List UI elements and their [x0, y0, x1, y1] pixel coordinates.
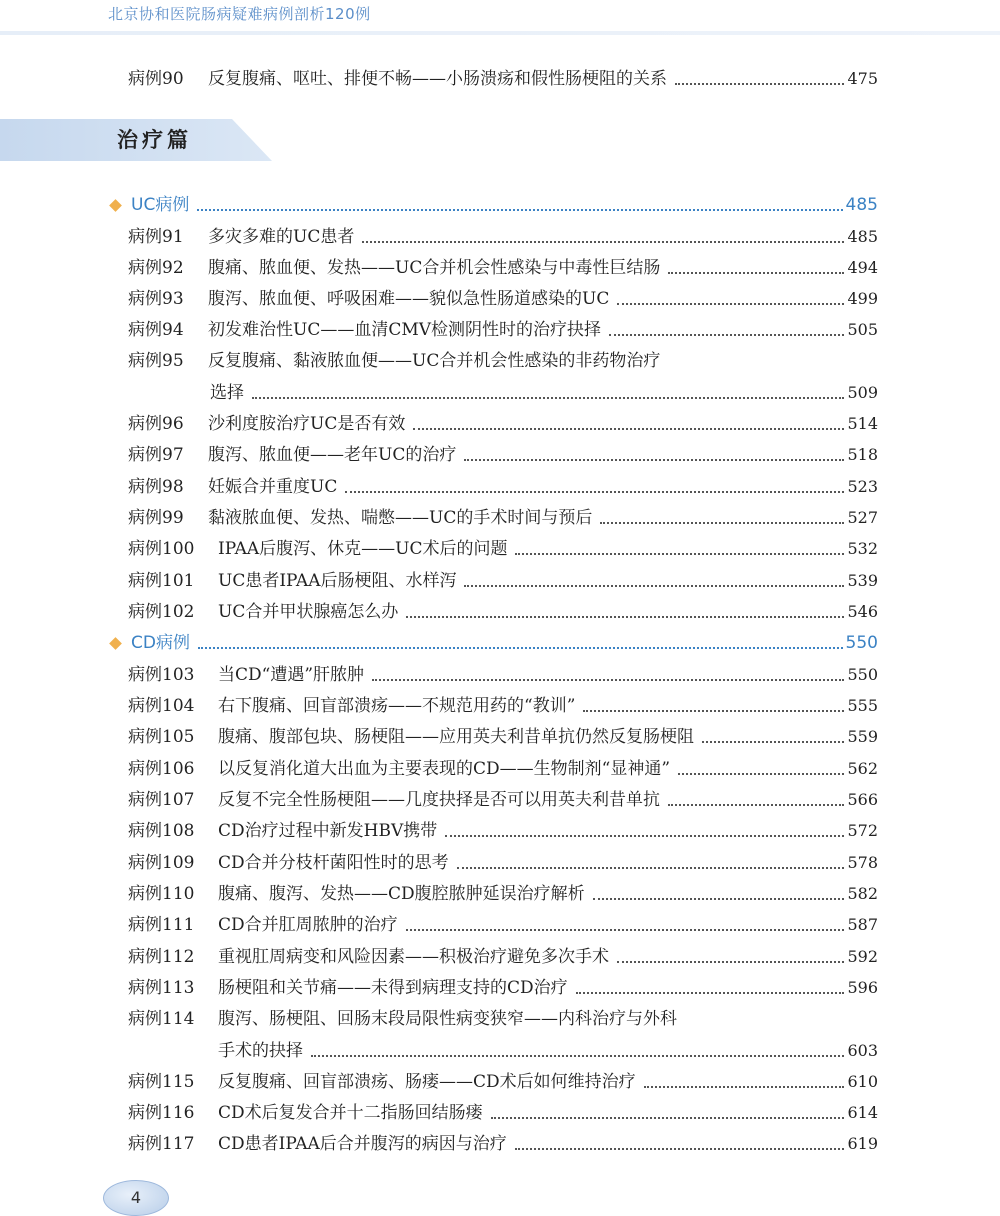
toc-entry[interactable] [128, 973, 878, 1001]
group-title: UC病例 [131, 195, 190, 215]
toc-entry[interactable] [128, 64, 878, 92]
case-title: 腹泻、脓血便、呼吸困难——貌似急性肠道感染的UC [208, 289, 610, 309]
case-title: 以反复消化道大出血为主要表现的CD——生物制剂“显神通” [218, 759, 671, 779]
toc-entry[interactable] [128, 1067, 878, 1095]
case-title: 反复腹痛、回盲部溃疡、肠瘘——CD术后如何维持治疗 [218, 1072, 636, 1092]
page-number: 578 [847, 853, 878, 872]
dot-leader [491, 1117, 845, 1119]
case-label: 病例109 [128, 853, 195, 873]
page-number: 475 [847, 69, 878, 88]
toc-entry[interactable] [128, 566, 878, 594]
page-number: 566 [847, 790, 878, 809]
page-number: 485 [845, 195, 878, 215]
case-title: 腹痛、脓血便、发热——UC合并机会性感染与中毒性巨结肠 [208, 258, 661, 278]
case-label: 病例104 [128, 696, 195, 716]
toc-entry[interactable] [128, 848, 878, 876]
page-number: 555 [847, 696, 878, 715]
dot-leader [345, 491, 844, 493]
dot-leader [362, 241, 844, 243]
toc-entry[interactable] [128, 534, 878, 562]
toc-entry[interactable] [128, 409, 878, 437]
page-number: 514 [847, 414, 878, 433]
case-label: 病例92 [128, 258, 184, 278]
case-title-continuation: 手术的抉择 [218, 1041, 303, 1061]
diamond-bullet-icon [109, 637, 122, 650]
toc-entry[interactable] [128, 1004, 878, 1032]
page-number: 614 [847, 1103, 878, 1122]
case-title: 初发难治性UC——血清CMV检测阴性时的治疗抉择 [208, 320, 602, 340]
page-number: 523 [847, 477, 878, 496]
dot-leader [583, 710, 844, 712]
dot-leader [678, 773, 844, 775]
case-label: 病例117 [128, 1134, 195, 1154]
dot-leader [644, 1086, 845, 1088]
page-number: 494 [847, 258, 878, 277]
dot-leader [702, 741, 844, 743]
case-label: 病例116 [128, 1103, 195, 1123]
case-label: 病例105 [128, 727, 195, 747]
case-label: 病例106 [128, 759, 195, 779]
dot-leader [668, 272, 844, 274]
case-title: CD合并分枝杆菌阳性时的思考 [218, 853, 449, 873]
case-title: CD术后复发合并十二指肠回结肠瘘 [218, 1103, 483, 1123]
dot-leader [406, 616, 844, 618]
dot-leader [457, 867, 845, 869]
case-label: 病例107 [128, 790, 195, 810]
case-title: UC合并甲状腺癌怎么办 [218, 602, 399, 622]
case-label: 病例99 [128, 508, 184, 528]
toc-entry[interactable] [128, 1098, 878, 1126]
case-label: 病例108 [128, 821, 195, 841]
toc-entry[interactable] [128, 691, 878, 719]
dot-leader [464, 459, 844, 461]
dot-leader [515, 553, 844, 555]
case-title: 右下腹痛、回盲部溃疡——不规范用药的“教训” [218, 696, 576, 716]
case-title: 黏液脓血便、发热、喘憋——UC的手术时间与预后 [208, 508, 593, 528]
page-number: 587 [847, 915, 878, 934]
page-number: 596 [847, 978, 878, 997]
toc-entry[interactable] [128, 284, 878, 312]
case-label: 病例95 [128, 351, 184, 371]
case-label: 病例114 [128, 1009, 195, 1029]
dot-leader [617, 303, 844, 305]
section-title: 治疗篇 [117, 127, 192, 152]
case-title: 重视肛周病变和风险因素——积极治疗避免多次手术 [218, 947, 609, 967]
case-label: 病例113 [128, 978, 195, 998]
case-title: 腹泻、脓血便——老年UC的治疗 [208, 445, 457, 465]
page-number: 485 [847, 227, 878, 246]
header-rule [0, 31, 1000, 35]
toc-entry[interactable] [128, 346, 878, 374]
case-title: 当CD“遭遇”肝脓肿 [218, 665, 365, 685]
diamond-bullet-icon [109, 199, 122, 212]
page-number: 532 [847, 539, 878, 558]
case-title: 腹泻、肠梗阻、回肠末段局限性病变狭窄——内科治疗与外科 [218, 1009, 677, 1029]
toc-entry[interactable] [128, 315, 878, 343]
toc-entry[interactable] [128, 440, 878, 468]
page-number-badge: 4 [103, 1180, 169, 1216]
toc-entry[interactable] [128, 472, 878, 500]
case-title: 腹痛、腹泻、发热——CD腹腔脓肿延误治疗解析 [218, 884, 585, 904]
group-heading-cd[interactable] [108, 628, 878, 656]
toc-entry-continuation[interactable] [128, 1036, 878, 1064]
page-number: 619 [847, 1134, 878, 1153]
toc-entry[interactable] [128, 910, 878, 938]
page-number: 603 [847, 1041, 878, 1060]
toc-entry[interactable] [128, 879, 878, 907]
dot-leader [198, 647, 843, 649]
case-label: 病例102 [128, 602, 195, 622]
page-number: 610 [847, 1072, 878, 1091]
case-label: 病例96 [128, 414, 184, 434]
case-label: 病例94 [128, 320, 184, 340]
dot-leader [515, 1148, 845, 1150]
toc-entry[interactable] [128, 253, 878, 281]
case-title: 腹痛、腹部包块、肠梗阻——应用英夫利昔单抗仍然反复肠梗阻 [218, 727, 694, 747]
dot-leader [464, 585, 844, 587]
case-label: 病例111 [128, 915, 195, 935]
toc-entry[interactable] [128, 660, 878, 688]
case-title: 反复腹痛、黏液脓血便——UC合并机会性感染的非药物治疗 [208, 351, 661, 371]
dot-leader [593, 898, 845, 900]
case-label: 病例90 [128, 69, 184, 89]
dot-leader [406, 929, 845, 931]
page-number: 562 [847, 759, 878, 778]
dot-leader [311, 1055, 844, 1057]
case-title: 反复不完全性肠梗阻——几度抉择是否可以用英夫利昔单抗 [218, 790, 660, 810]
page-number: 582 [847, 884, 878, 903]
case-title: CD合并肛周脓肿的治疗 [218, 915, 398, 935]
dot-leader [600, 522, 844, 524]
page-number: 550 [847, 665, 878, 684]
page-number: 539 [847, 571, 878, 590]
case-label: 病例91 [128, 227, 184, 247]
dot-leader [617, 961, 844, 963]
case-title: 肠梗阻和关节痛——未得到病理支持的CD治疗 [218, 978, 568, 998]
page-number: 527 [847, 508, 878, 527]
page-number: 550 [845, 633, 878, 653]
toc-entry[interactable] [128, 942, 878, 970]
case-title: 沙利度胺治疗UC是否有效 [208, 414, 406, 434]
case-label: 病例100 [128, 539, 195, 559]
dot-leader [445, 835, 844, 837]
toc-entry[interactable] [128, 816, 878, 844]
toc-entry[interactable] [128, 722, 878, 750]
page-number: 509 [847, 383, 878, 402]
case-label: 病例103 [128, 665, 195, 685]
case-label: 病例93 [128, 289, 184, 309]
case-title: CD治疗过程中新发HBV携带 [218, 821, 438, 841]
toc-entry-continuation[interactable] [128, 378, 878, 406]
page-number: 505 [847, 320, 878, 339]
toc-entry[interactable] [128, 785, 878, 813]
case-title-continuation: 选择 [210, 383, 244, 403]
case-label: 病例98 [128, 477, 184, 497]
dot-leader [372, 679, 844, 681]
page-number: 592 [847, 947, 878, 966]
case-title: UC患者IPAA后肠梗阻、水样泻 [218, 571, 457, 591]
case-title: 多灾多难的UC患者 [208, 227, 355, 247]
page-number: 559 [847, 727, 878, 746]
dot-leader [609, 334, 844, 336]
page-number: 499 [847, 289, 878, 308]
dot-leader [197, 209, 842, 211]
toc-entry[interactable] [128, 1129, 878, 1157]
dot-leader [413, 428, 844, 430]
dot-leader [668, 804, 844, 806]
toc-entry[interactable] [128, 754, 878, 782]
toc-entry[interactable] [128, 222, 878, 250]
dot-leader [252, 397, 844, 399]
page-number: 546 [847, 602, 878, 621]
case-title: CD患者IPAA后合并腹泻的病因与治疗 [218, 1134, 507, 1154]
running-header-title: 北京协和医院肠病疑难病例剖析120例 [108, 5, 371, 23]
case-title: IPAA后腹泻、休克——UC术后的问题 [218, 539, 508, 559]
toc-entry[interactable] [128, 597, 878, 625]
group-heading-uc[interactable] [108, 190, 878, 218]
case-label: 病例101 [128, 571, 195, 591]
case-label: 病例110 [128, 884, 195, 904]
dot-leader [675, 83, 844, 85]
group-title: CD病例 [131, 633, 190, 653]
case-title: 妊娠合并重度UC [208, 477, 338, 497]
toc-entry[interactable] [128, 503, 878, 531]
dot-leader [576, 992, 845, 994]
case-label: 病例112 [128, 947, 195, 967]
case-label: 病例115 [128, 1072, 195, 1092]
case-label: 病例97 [128, 445, 184, 465]
page-number: 572 [847, 821, 878, 840]
page-number: 518 [847, 445, 878, 464]
case-title: 反复腹痛、呕吐、排便不畅——小肠溃疡和假性肠梗阻的关系 [208, 69, 667, 89]
